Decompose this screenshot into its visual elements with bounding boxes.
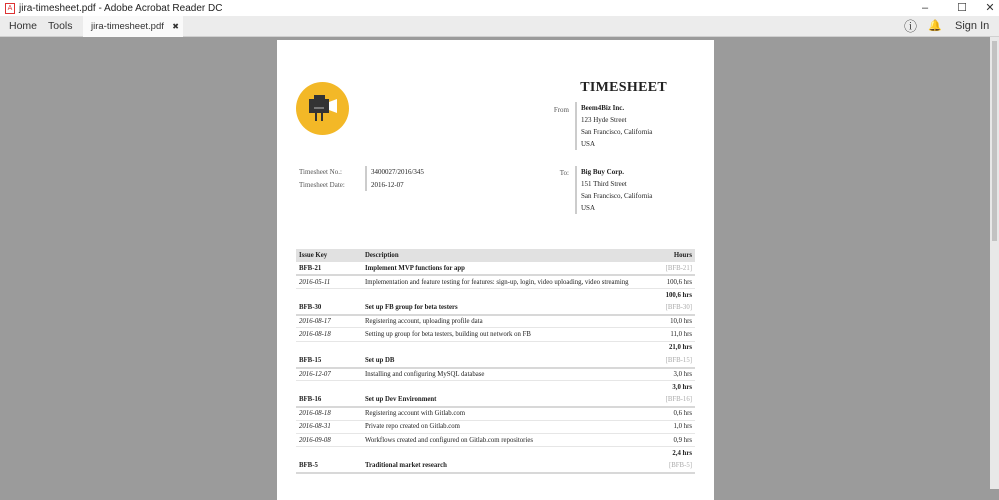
timesheet-date: 2016-12-07 — [371, 180, 404, 189]
issue-key: BFB-16 — [296, 394, 362, 407]
empty-cell — [362, 288, 659, 301]
worklog-hours: 0,6 hrs — [659, 407, 695, 420]
worklog-row — [296, 433, 695, 446]
minimize-button[interactable]: – — [921, 2, 929, 14]
to-address — [575, 166, 652, 214]
worklog-hours: 0,9 hrs — [659, 433, 695, 446]
vertical-scrollbar[interactable] — [990, 37, 999, 489]
worklog-date: 2016-08-31 — [296, 420, 362, 433]
group-total-row — [296, 341, 695, 354]
from-street: 123 Hyde Street — [581, 116, 627, 124]
worklog-date: 2016-08-18 — [296, 328, 362, 341]
worklog-hours: 3,0 hrs — [659, 368, 695, 381]
issue-ref: [BFB-5] — [659, 460, 695, 473]
issue-key: BFB-30 — [296, 302, 362, 315]
pdf-page — [277, 40, 714, 500]
group-total-row — [296, 447, 695, 460]
issue-key: BFB-21 — [296, 262, 362, 275]
group-total-row — [296, 288, 695, 301]
issue-title: Traditional market research — [362, 460, 659, 473]
issue-ref: [BFB-30] — [659, 302, 695, 315]
worklog-description: Registering account, uploading profile data — [362, 315, 659, 328]
worklog-hours: 11,0 hrs — [659, 328, 695, 341]
issue-title: Set up DB — [362, 354, 659, 367]
header-hours: Hours — [659, 249, 695, 262]
header-description: Description — [362, 249, 659, 262]
issue-group-row — [296, 394, 695, 407]
empty-cell — [362, 341, 659, 354]
timesheet-date-label: Timesheet Date: — [299, 180, 345, 189]
scrollbar-thumb[interactable] — [992, 41, 997, 241]
issue-group-row — [296, 262, 695, 275]
meta-labels — [299, 166, 345, 191]
worklog-hours: 1,0 hrs — [659, 420, 695, 433]
title-bar — [0, 0, 999, 16]
tab-bar — [0, 16, 999, 37]
worklog-date: 2016-09-08 — [296, 433, 362, 446]
bell-icon[interactable]: 🔔 — [928, 20, 942, 32]
help-icon[interactable]: ⓘ — [904, 19, 918, 34]
window-title: jira-timesheet.pdf - Adobe Acrobat Reader DC — [19, 2, 223, 14]
issue-key: BFB-5 — [296, 460, 362, 473]
issue-key: BFB-15 — [296, 354, 362, 367]
worklog-row — [296, 407, 695, 420]
empty-cell — [296, 381, 362, 394]
group-total: 2,4 hrs — [659, 447, 695, 460]
group-total-row — [296, 381, 695, 394]
worklog-row — [296, 275, 695, 288]
worklog-hours: 10,0 hrs — [659, 315, 695, 328]
to-street: 151 Third Street — [581, 180, 627, 188]
from-label: From — [553, 106, 569, 114]
issue-ref: [BFB-16] — [659, 394, 695, 407]
timesheet-no-label: Timesheet No.: — [299, 168, 342, 176]
worklog-hours: 100,6 hrs — [659, 275, 695, 288]
table-header — [296, 249, 695, 262]
issue-title: Set up FB group for beta testers — [362, 302, 659, 315]
worklog-description: Setting up group for beta testers, building out network on FB — [362, 328, 659, 341]
tab-document[interactable] — [83, 16, 183, 37]
empty-cell — [362, 447, 659, 460]
close-tab-icon[interactable]: ✖ — [172, 22, 179, 31]
worklog-description: Registering account with Gitlab.com — [362, 407, 659, 420]
document-title: TIMESHEET — [580, 80, 667, 95]
worklog-description: Implementation and feature testing for features: sign-up, login, video uploading, video streaming — [362, 275, 659, 288]
worklog-description: Private repo created on Gitlab.com — [362, 420, 659, 433]
to-country: USA — [581, 204, 596, 212]
worklog-date: 2016-08-17 — [296, 315, 362, 328]
worklog-row — [296, 420, 695, 433]
issue-title: Implement MVP functions for app — [362, 262, 659, 275]
worklog-row — [296, 315, 695, 328]
sign-in-button[interactable]: Sign In — [955, 20, 990, 32]
to-label: To: — [559, 169, 569, 177]
close-button[interactable]: ✕ — [985, 2, 995, 14]
meta-values — [365, 166, 424, 191]
from-address — [575, 102, 652, 150]
issue-group-row — [296, 302, 695, 315]
to-city: San Francisco, California — [581, 192, 653, 200]
empty-cell — [296, 288, 362, 301]
worklog-date: 2016-12-07 — [296, 368, 362, 381]
worklog-date: 2016-08-18 — [296, 407, 362, 420]
issue-ref: [BFB-21] — [659, 262, 695, 275]
worklog-row — [296, 328, 695, 341]
worklog-date: 2016-05-11 — [296, 275, 362, 288]
issue-ref: [BFB-15] — [659, 354, 695, 367]
from-company: Beem4Biz Inc. — [581, 104, 625, 112]
from-city: San Francisco, California — [581, 128, 653, 136]
worklog-description: Workflows created and configured on Gitlab.com repositories — [362, 433, 659, 446]
video-camera-logo-icon — [296, 82, 349, 135]
tab-home[interactable]: Home — [9, 20, 38, 32]
header-issue-key: Issue Key — [296, 249, 362, 262]
worklog-description: Installing and configuring MySQL database — [362, 368, 659, 381]
group-total: 3,0 hrs — [659, 381, 695, 394]
empty-cell — [362, 381, 659, 394]
issue-group-row — [296, 460, 695, 473]
pdf-icon: A — [5, 3, 15, 14]
group-total: 21,0 hrs — [659, 341, 695, 354]
tab-tools[interactable]: Tools — [48, 20, 73, 32]
maximize-button[interactable]: ☐ — [957, 2, 967, 14]
group-total: 100,6 hrs — [659, 288, 695, 301]
issue-title: Set up Dev Environment — [362, 394, 659, 407]
from-country: USA — [581, 140, 596, 148]
worklog-row — [296, 368, 695, 381]
empty-cell — [296, 341, 362, 354]
issue-group-row — [296, 354, 695, 367]
empty-cell — [296, 447, 362, 460]
document-tab-label: jira-timesheet.pdf — [91, 21, 164, 32]
to-company: Big Buy Corp. — [581, 168, 624, 176]
timesheet-table — [296, 249, 695, 474]
timesheet-no: 3400027/2016/345 — [371, 168, 424, 176]
